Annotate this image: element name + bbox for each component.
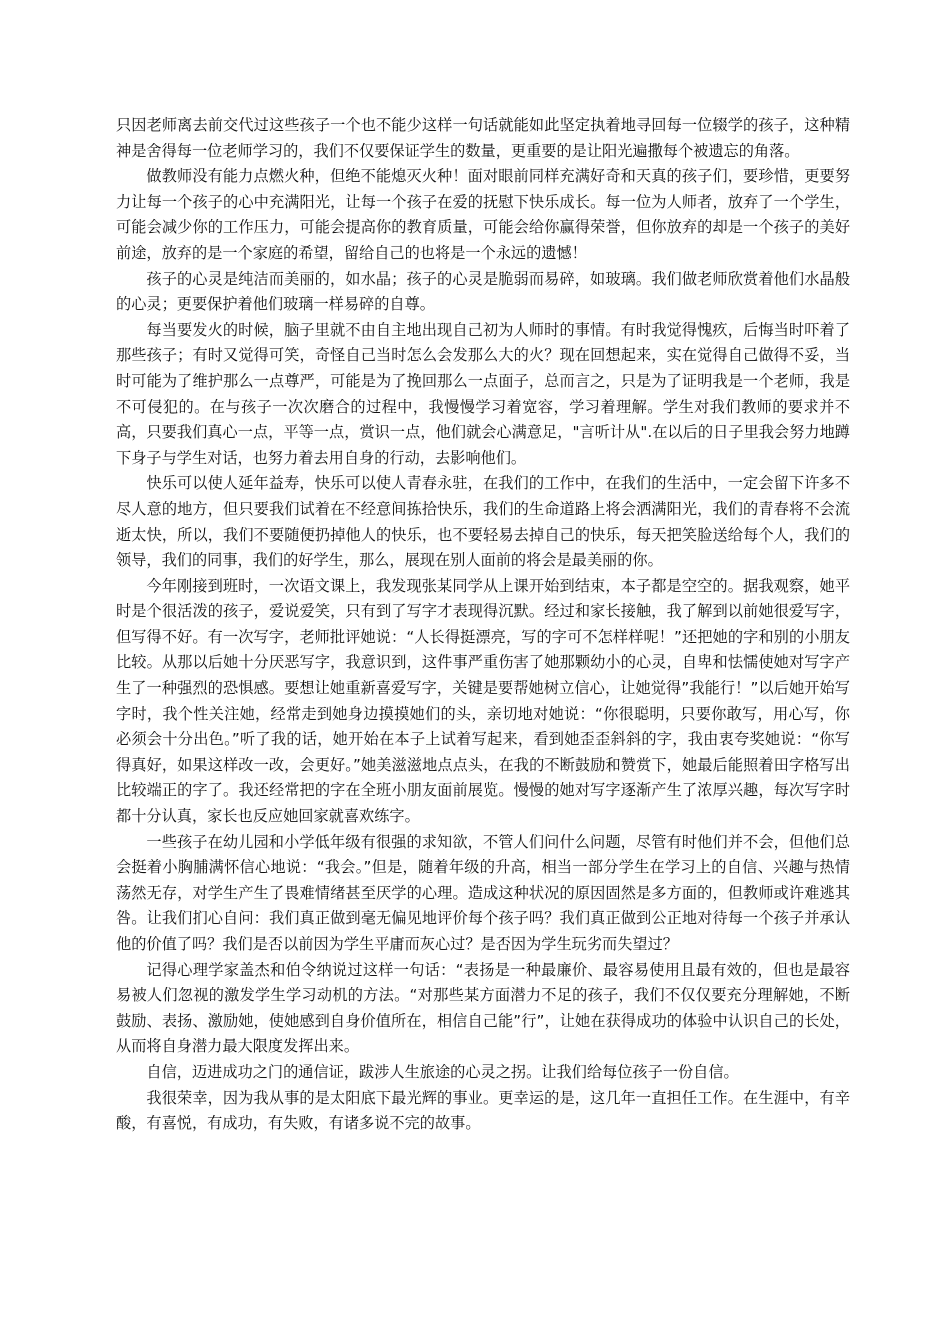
paragraph-7: 一些孩子在幼儿园和小学低年级有很强的求知欲，不管人们问什么问题，尽管有时他们并不会，但他们总会挺着小胸脯满怀信心地说：“我会。”但是，随着年级的升高，相当一部分学生在学习上的自信、兴趣与热情荡然无存，对学生产生了畏难情绪甚至厌学的心理。造成这种状况的原因固然是多方面的，但教师或许难逃其咎。让我们扪心自问：我们真正做到毫无偏见地评价每个孩子吗？我们真正做到公正地对待每一个孩子并承认他的价值了吗？我们是否以前因为学生平庸而灰心过？是否因为学生玩劣而失望过？ xyxy=(116,832,850,953)
paragraph-4: 每当要发火的时候，脑子里就不由自主地出现自己初为人师时的事情。有时我觉得愧疚，后悔当时吓着了那些孩子；有时又觉得可笑，奇怪自己当时怎么会发那么大的火？现在回想起来，实在觉得自己做得不妥，当时可能为了维护那么一点尊严，可能是为了挽回那么一点面子，总而言之，只是为了证明我是一个老师，我是不可侵犯的。在与孩子一次次磨合的过程中，我慢慢学习着宽容，学习着理解。学生对我们教师的要求并不高，只要我们真心一点，平等一点，赏识一点，他们就会心满意足，"言听计从".在以后的日子里我会努力地蹲下身子与学生对话，也努力着去用自身的行动，去影响他们。 xyxy=(116,320,850,467)
paragraph-5: 快乐可以使人延年益寿，快乐可以使人青春永驻，在我们的工作中，在我们的生活中，一定会留下许多不尽人意的地方，但只要我们试着在不经意间拣拾快乐，我们的生命道路上将会洒满阳光，我们的青春将不会流逝太快，所以，我们不要随便扔掉他人的快乐，也不要轻易去掉自己的快乐，每天把笑脸送给每个人，我们的领导，我们的同事，我们的好学生，那么，展现在别人面前的将会是最美丽的你。 xyxy=(116,474,850,570)
paragraph-9: 自信，迈进成功之门的通信证，跋涉人生旅途的心灵之拐。让我们给每位孩子一份自信。 xyxy=(146,1062,739,1081)
paragraph-10: 我很荣幸，因为我从事的是太阳底下最光辉的事业。更幸运的是，这几年一直担任工作。在生涯中，有辛酸，有喜悦，有成功，有失败，有诸多说不完的故事。 xyxy=(116,1088,850,1133)
paragraph-1: 只因老师离去前交代过这些孩子一个也不能少这样一句话就能如此坚定执着地寻回每一位辍学的孩子，这种精神是舍得每一位老师学习的，我们不仅要保证学生的数量，更重要的是让阳光遍撒每个被遗忘的角落。 xyxy=(116,116,850,160)
paragraph-8: 记得心理学家盖杰和伯令纳说过这样一句话：“表扬是一种最廉价、最容易使用且最有效的，但也是最容易被人们忽视的激发学生学习动机的方法。“对那些某方面潜力不足的孩子，我们不仅仅要充分理解她，不断鼓励、表扬、激励她，使她感到自身价值所在，相信自己能”行”，让她在获得成功的体验中认识自己的长处，从而将自身潜力最大限度发挥出来。 xyxy=(116,960,850,1056)
paragraph-3: 孩子的心灵是纯洁而美丽的，如水晶；孩子的心灵是脆弱而易碎，如玻璃。我们做老师欣赏着他们水晶般的心灵；更要保护着他们玻璃一样易碎的自尊。 xyxy=(116,269,850,314)
paragraph-6: 今年刚接到班时，一次语文课上，我发现张某同学从上课开始到结束，本子都是空空的。据我观察，她平时是个很活泼的孩子，爱说爱笑，只有到了写字才表现得沉默。经过和家长接触，我了解到以前她很爱写字，但写得不好。有一次写字，老师批评她说：“人长得挺漂亮，写的字可不怎样样呢！”还把她的字和别的小朋友比较。从那以后她十分厌恶写字，我意识到，这件事严重伤害了她那颗幼小的心灵，自卑和怯懦使她对写字产生了一种强烈的恐惧感。要想让她重新喜爱写字，关键是要帮她树立信心，让她觉得”我能行！”以后她开始写字时，我个性关注她，经常走到她身边摸摸她们的头，亲切地对她说：“你很聪明，只要你敢写，用心写，你必须会十分出色。”听了我的话，她开始在本子上试着写起来，看到她歪歪斜斜的字，我由衷夸奖她说：“你写得真好，如果这样改一改，会更好。”她美滋滋地点点头，在我的不断鼓励和赞赏下，她最后能照着田字格写出比较端正的字了。我还经常把的字在全班小朋友面前展览。慢慢的她对写字逐渐产生了浓厚兴趣，每次写字时都十分认真，家长也反应她回家就喜欢练字。 xyxy=(116,576,850,826)
paragraph-2: 做教师没有能力点燃火种，但绝不能熄灭火种！面对眼前同样充满好奇和天真的孩子们，要珍惜，更要努力让每一个孩子的心中充满阳光，让每一个孩子在爱的抚慰下快乐成长。每一位为人师者，放弃了一个学生，可能会减少你的工作压力，可能会提高你的教育质量，可能会给你赢得荣誉，但你放弃的却是一个孩子的美好前途，放弃的是一个家庭的希望，留给自己的也将是一个永远的遗憾！ xyxy=(116,167,850,262)
document-body xyxy=(116,113,850,1137)
